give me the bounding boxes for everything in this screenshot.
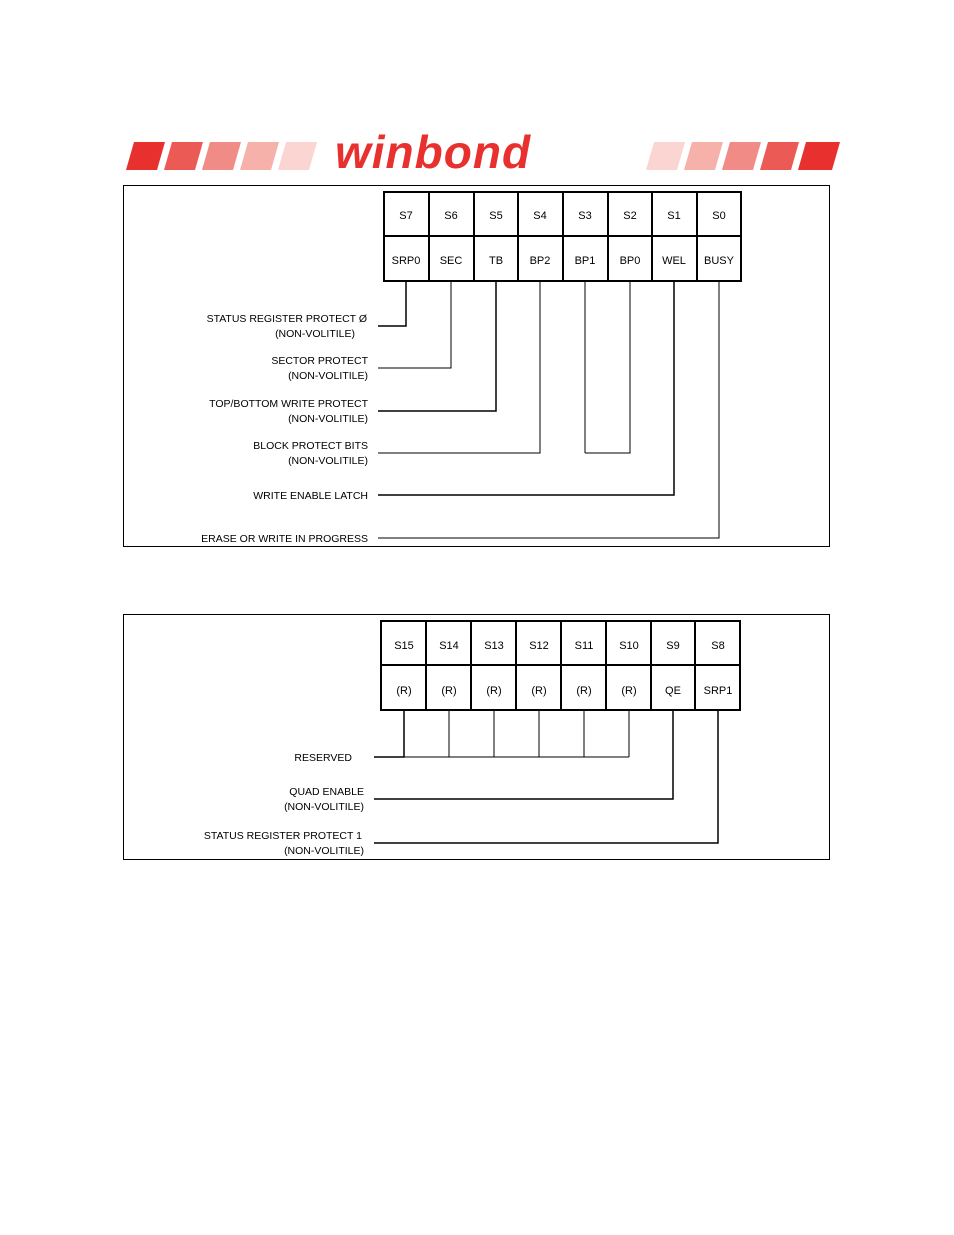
label-quad-enable: QUAD ENABLE <box>289 786 364 798</box>
connector-bp2 <box>378 281 540 453</box>
bit-number-s0: S0 <box>712 210 726 222</box>
bit-number-s15: S15 <box>394 640 414 652</box>
bit-number-s13: S13 <box>484 640 504 652</box>
bit-name-reserved-s15: (R) <box>396 685 412 697</box>
status-register-1-diagram <box>124 186 829 546</box>
bit-number-s12: S12 <box>529 640 549 652</box>
logo-stripe <box>126 142 165 170</box>
label-sector-protect: SECTOR PROTECT <box>271 355 368 367</box>
label-top-bottom-write-protect-note: (NON-VOLITILE) <box>288 413 368 425</box>
logo-stripe <box>684 142 723 170</box>
connector-tb <box>378 281 496 411</box>
connector-s15 <box>374 710 404 757</box>
register-1-connectors <box>378 281 719 538</box>
bit-name-bp1: BP1 <box>574 255 596 267</box>
bit-name-sec: SEC <box>439 255 463 267</box>
label-block-protect-bits-note: (NON-VOLITILE) <box>288 455 368 467</box>
bit-name-reserved-s12: (R) <box>531 685 547 697</box>
bit-number-s8: S8 <box>711 640 725 652</box>
logo-stripe <box>798 142 840 170</box>
label-quad-enable-note: (NON-VOLITILE) <box>284 801 364 813</box>
logo-stripe <box>202 142 241 170</box>
logo-stripe <box>722 142 761 170</box>
bit-name-reserved-s14: (R) <box>441 685 457 697</box>
bit-number-s11: S11 <box>574 640 594 652</box>
register-1-table <box>384 192 741 281</box>
bit-number-s4: S4 <box>533 210 547 222</box>
bit-name-reserved-s13: (R) <box>486 685 502 697</box>
logo-stripes-left <box>126 142 317 170</box>
connector-sec <box>378 281 451 368</box>
connector-srp0 <box>378 281 406 326</box>
bit-number-s6: S6 <box>444 210 458 222</box>
logo-stripe <box>164 142 203 170</box>
label-top-bottom-write-protect: TOP/BOTTOM WRITE PROTECT <box>209 398 368 410</box>
label-write-enable-latch: WRITE ENABLE LATCH <box>253 490 368 502</box>
register-2-connectors <box>374 710 718 843</box>
logo-stripe <box>646 142 685 170</box>
bit-number-s10: S10 <box>619 640 639 652</box>
bit-number-s14: S14 <box>439 640 459 652</box>
bit-name-wel: WEL <box>662 255 686 267</box>
register-2-table <box>381 621 740 710</box>
bit-name-bp0: BP0 <box>619 255 641 267</box>
bit-number-s9: S9 <box>666 640 680 652</box>
status-register-2-diagram <box>124 615 829 859</box>
label-status-register-protect-0-note: (NON-VOLITILE) <box>275 328 355 340</box>
label-block-protect-bits: BLOCK PROTECT BITS <box>253 440 368 452</box>
logo-stripe <box>760 142 799 170</box>
label-sector-protect-note: (NON-VOLITILE) <box>288 370 368 382</box>
bit-number-s5: S5 <box>489 210 503 222</box>
bit-number-s1: S1 <box>667 210 681 222</box>
bit-number-s3: S3 <box>578 210 592 222</box>
bit-number-s2: S2 <box>623 210 637 222</box>
bit-number-s7: S7 <box>399 210 413 222</box>
bit-name-srp0: SRP0 <box>391 255 421 267</box>
winbond-logo <box>0 0 954 180</box>
bit-name-reserved-s10: (R) <box>621 685 637 697</box>
label-status-register-protect-1: STATUS REGISTER PROTECT 1 <box>203 830 362 842</box>
bit-name-tb: TB <box>488 255 504 267</box>
register-2-labels <box>204 752 364 857</box>
logo-stripe <box>278 142 317 170</box>
connector-qe <box>374 710 673 799</box>
logo-stripe <box>240 142 279 170</box>
bit-name-bp2: BP2 <box>529 255 551 267</box>
label-status-register-protect-1-note: (NON-VOLITILE) <box>284 845 364 857</box>
bit-name-busy: BUSY <box>704 255 734 267</box>
bit-name-srp1: SRP1 <box>703 685 733 697</box>
register-1-labels <box>201 313 368 545</box>
bit-name-reserved-s11: (R) <box>576 685 592 697</box>
label-reserved: RESERVED <box>294 752 352 764</box>
connector-srp1 <box>374 710 718 843</box>
label-status-register-protect-0: STATUS REGISTER PROTECT Ø <box>206 313 367 325</box>
logo-wordmark: winbond <box>335 126 532 178</box>
status-register-2-panel <box>123 614 830 860</box>
status-register-1-panel <box>123 185 830 547</box>
label-erase-or-write-in-progress: ERASE OR WRITE IN PROGRESS <box>201 533 368 545</box>
bit-name-qe: QE <box>665 685 681 697</box>
connector-bp0 <box>585 281 630 453</box>
logo-stripes-right <box>646 142 840 170</box>
connector-busy <box>378 281 719 538</box>
